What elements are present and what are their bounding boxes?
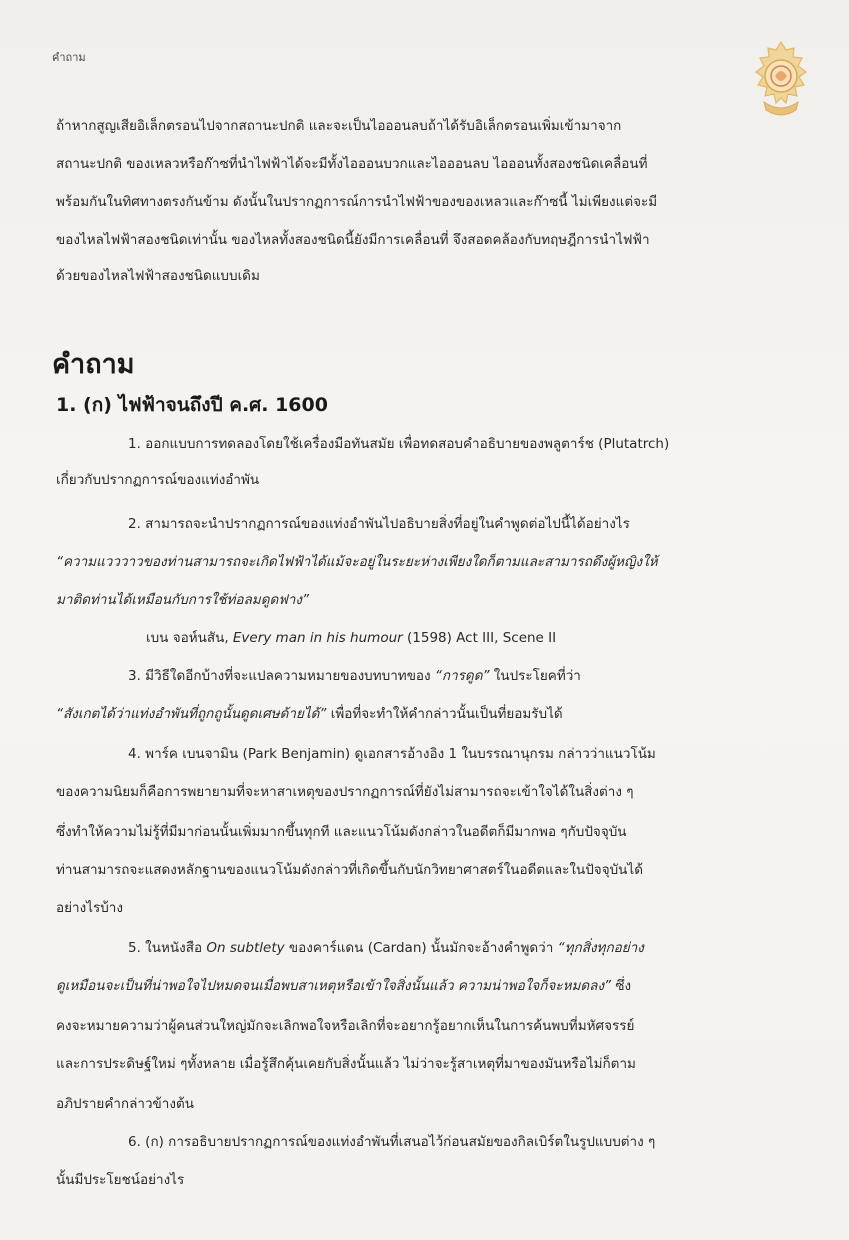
- quoted-term: “การดูด”: [434, 668, 490, 684]
- citation-author: เบน จอห์นสัน,: [146, 630, 233, 646]
- citation-work: Every man in his humour: [232, 630, 403, 646]
- question-5-line-3: คงจะหมายความว่าผู้คนส่วนใหญ่มักจะเลิกพอใจหรือเลิกที่จะอยากรู้อยากเห็นในการค้นพบที่มหัศจรรย์: [56, 1018, 635, 1034]
- question-5-line-5: อภิปรายคำกล่าวข้างต้น: [56, 1096, 194, 1112]
- question-6-line-2: นั้นมีประโยชน์อย่างไร: [56, 1172, 185, 1188]
- quote-text: มาติดท่านได้เหมือนกับการใช้ท่อลมดูดฟาง”: [56, 592, 309, 608]
- question-2-quote-line-2: [56, 592, 309, 608]
- quote-text: ดูเหมือนจะเป็นที่น่าพอใจไปหมดจนเมื่อพบสาเหตุหรือเข้าใจสิ่งนั้นแล้ว ความน่าพอใจก็จะหมดลง”: [56, 978, 612, 994]
- quote-text: “ทุกสิ่งทุกอย่าง: [557, 940, 644, 956]
- intro-line: ด้วยของไหลไฟฟ้าสองชนิดแบบเดิม: [56, 268, 260, 284]
- quoted-sentence: “สังเกตได้ว่าแท่งอำพันที่ถูกถูนั้นดูดเศษด้ายได้”: [56, 706, 327, 722]
- question-5-line-1: 5. ในหนังสือ On subtlety ของคาร์แดน (Cardan) นั้นมักจะอ้างคำพูดว่า “ทุกสิ่งทุกอย่าง: [128, 940, 644, 956]
- intro-line: ถ้าหากสูญเสียอิเล็กตรอนไปจากสถานะปกติ และจะเป็นไอออนลบถ้าได้รับอิเล็กตรอนเพิ่มเข้ามาจาก: [56, 118, 622, 134]
- section-title: คำถาม: [52, 349, 135, 380]
- section-subtitle: 1. (ก) ไฟฟ้าจนถึงปี ค.ศ. 1600: [56, 394, 328, 416]
- question-2-quote-line-1: [56, 554, 658, 570]
- question-5-line-2: ดูเหมือนจะเป็นที่น่าพอใจไปหมดจนเมื่อพบสาเหตุหรือเข้าใจสิ่งนั้นแล้ว ความน่าพอใจก็จะหมดลง” ซึ่ง: [56, 978, 632, 994]
- ministry-emblem-icon: [750, 40, 812, 122]
- question-6-line-1: 6. (ก) การอธิบายปรากฏการณ์ของแท่งอำพันที่เสนอไว้ก่อนสมัยของกิลเบิร์ตในรูปแบบต่าง ๆ: [128, 1134, 656, 1150]
- question-1-line-1: 1. ออกแบบการทดลองโดยใช้เครื่องมือทันสมัย เพื่อทดสอบคำอธิบายของพลูตาร์ช (Plutatrch): [128, 436, 670, 452]
- question-4-line-5: อย่างไรบ้าง: [56, 900, 123, 916]
- running-header: คำถาม: [52, 51, 86, 64]
- book-title: On subtlety: [206, 940, 285, 956]
- question-4-line-3: ซึ่งทำให้ความไม่รู้ที่มีมาก่อนนั้นเพิ่มมากขึ้นทุกที และแนวโน้มดังกล่าวในอดีตก็มีมากพอ ๆกับปัจจุบัน: [56, 824, 627, 840]
- question-4-line-4: ท่านสามารถจะแสดงหลักฐานของแนวโน้มดังกล่าวที่เกิดขึ้นกับนักวิทยาศาสตร์ในอดีตและในปัจจุบันได้: [56, 862, 643, 878]
- citation-details: (1598) Act III, Scene II: [402, 630, 557, 646]
- question-5-line-4: และการประดิษฐ์ใหม่ ๆทั้งหลาย เมื่อรู้สึกคุ้นเคยกับสิ่งนั้นแล้ว ไม่ว่าจะรู้สาเหตุที่มาของมันหรือไม่ก็ตาม: [56, 1056, 636, 1072]
- question-3-line-1: 3. มีวิธีใดอีกบ้างที่จะแปลความหมายของบทบาทของ “การดูด” ในประโยคที่ว่า: [128, 668, 581, 684]
- question-4-line-2: ของความนิยมก็คือการพยายามที่จะหาสาเหตุของปรากฏการณ์ที่ยังไม่สามารถจะเข้าใจได้ในสิ่งต่าง ๆ: [56, 784, 634, 800]
- quote-text: “ความแวววาวของท่านสามารถจะเกิดไฟฟ้าได้แม้จะอยู่ในระยะห่างเพียงใดก็ตามและสามารถดึงผู้หญิงให้: [56, 554, 658, 570]
- intro-line: ของไหลไฟฟ้าสองชนิดเท่านั้น ของไหลทั้งสองชนิดนี้ยังมีการเคลื่อนที่ จึงสอดคล้องกับทฤษฎีการนำไฟฟ้า: [56, 232, 650, 248]
- intro-line: สถานะปกติ ของเหลวหรือก๊าซที่นำไฟฟ้าได้จะมีทั้งไอออนบวกและไอออนลบ ไอออนทั้งสองชนิดเคลื่อนที่: [56, 156, 648, 172]
- question-3-line-2: “สังเกตได้ว่าแท่งอำพันที่ถูกถูนั้นดูดเศษด้ายได้” เพื่อที่จะทำให้คำกล่าวนั้นเป็นที่ยอมรับได้: [56, 706, 563, 722]
- question-2-citation: [146, 630, 556, 646]
- intro-line: พร้อมกันในทิศทางตรงกันข้าม ดังนั้นในปรากฏการณ์การนำไฟฟ้าของของเหลวและก๊าซนี้ ไม่เพียงแต่จะมี: [56, 194, 658, 210]
- question-4-line-1: 4. พาร์ค เบนจามิน (Park Benjamin) ดูเอกสารอ้างอิง 1 ในบรรณานุกรม กล่าวว่าแนวโน้ม: [128, 746, 656, 762]
- question-2-line-1: 2. สามารถจะนำปรากฏการณ์ของแท่งอำพันไปอธิบายสิ่งที่อยู่ในคำพูดต่อไปนี้ได้อย่างไร: [128, 516, 630, 532]
- question-1-line-2: เกี่ยวกับปรากฏการณ์ของแท่งอำพัน: [56, 472, 260, 488]
